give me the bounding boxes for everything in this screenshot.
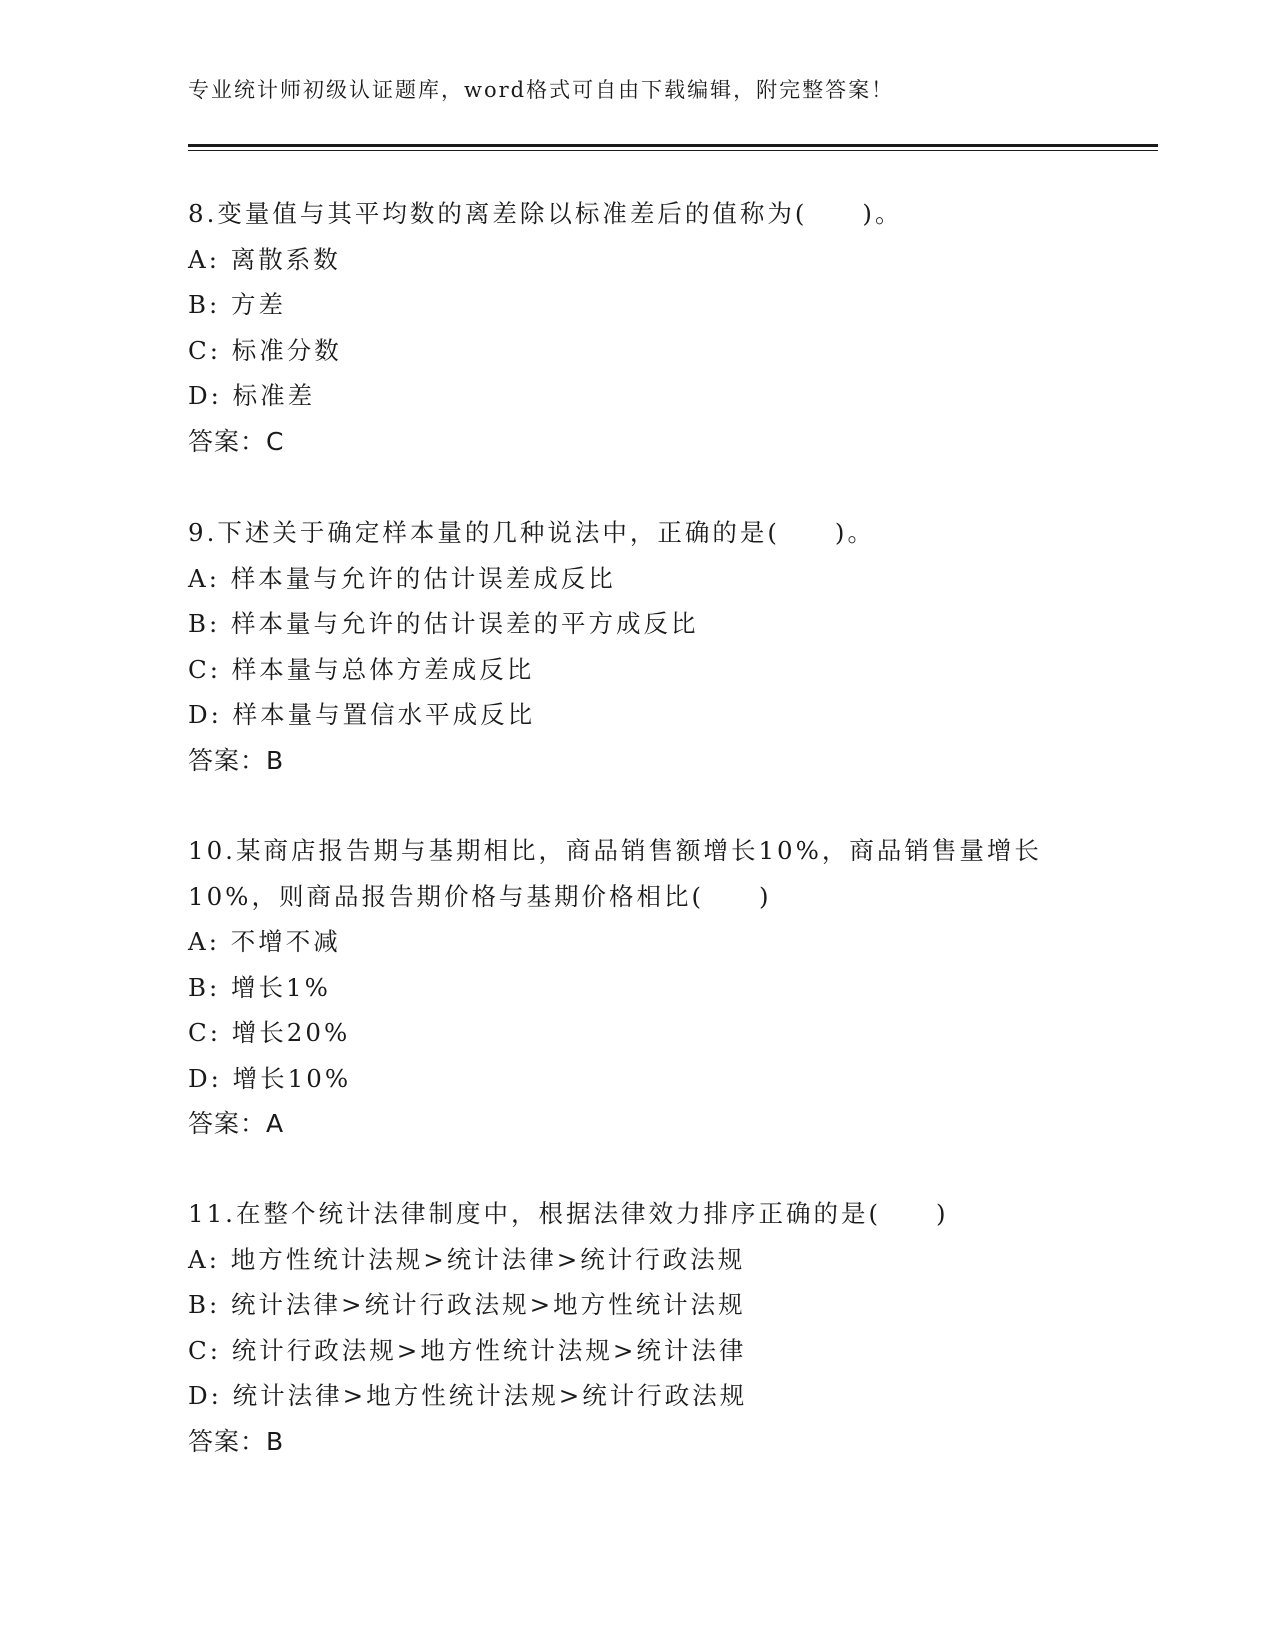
question-stem: 11.在整个统计法律制度中，根据法律效力排序正确的是( ) (188, 1199, 949, 1228)
option-d: D: 增长10% (188, 1063, 352, 1093)
header-rule-thick (188, 144, 1158, 147)
option-b: B: 增长1% (188, 972, 331, 1002)
question-10 (188, 828, 1088, 1147)
option-c: C: 样本量与总体方差成反比 (188, 654, 535, 684)
option-a: A: 样本量与允许的估计误差成反比 (188, 563, 616, 593)
question-8 (188, 191, 1088, 464)
option-b: B: 样本量与允许的估计误差的平方成反比 (188, 609, 699, 638)
page-header: 专业统计师初级认证题库，word格式可自由下载编辑，附完整答案！ (188, 78, 895, 102)
question-stem: 8.变量值与其平均数的离差除以标准差后的值称为( )。 (188, 199, 903, 228)
option-b: B: 方差 (188, 290, 287, 319)
answer: 答案：B (188, 1426, 285, 1456)
option-d: D: 统计法律>地方性统计法规>统计行政法规 (188, 1381, 748, 1410)
option-c: C: 统计行政法规>地方性统计法规>统计法律 (188, 1335, 747, 1365)
question-stem-continued: 10%，则商品报告期价格与基期价格相比( ) (188, 881, 772, 911)
question-11 (188, 1191, 1088, 1464)
option-d: D: 样本量与置信水平成反比 (188, 700, 536, 729)
option-d: D: 标准差 (188, 381, 316, 410)
option-a: A: 离散系数 (188, 244, 341, 274)
option-b: B: 统计法律>统计行政法规>地方性统计法规 (188, 1290, 746, 1319)
question-stem: 9.下述关于确定样本量的几种说法中，正确的是( )。 (188, 518, 875, 547)
option-a: A: 不增不减 (188, 927, 341, 956)
header-rule-thin (188, 150, 1158, 151)
option-a: A: 地方性统计法规>统计法律>统计行政法规 (188, 1244, 746, 1274)
question-9 (188, 510, 1088, 783)
answer: 答案：B (188, 745, 285, 775)
answer: 答案：C (188, 426, 285, 456)
option-c: C: 增长20% (188, 1018, 351, 1047)
question-stem: 10.某商店报告期与基期相比，商品销售额增长10%，商品销售量增长 (188, 836, 1042, 865)
answer: 答案：A (188, 1109, 285, 1138)
option-c: C: 标准分数 (188, 335, 342, 365)
